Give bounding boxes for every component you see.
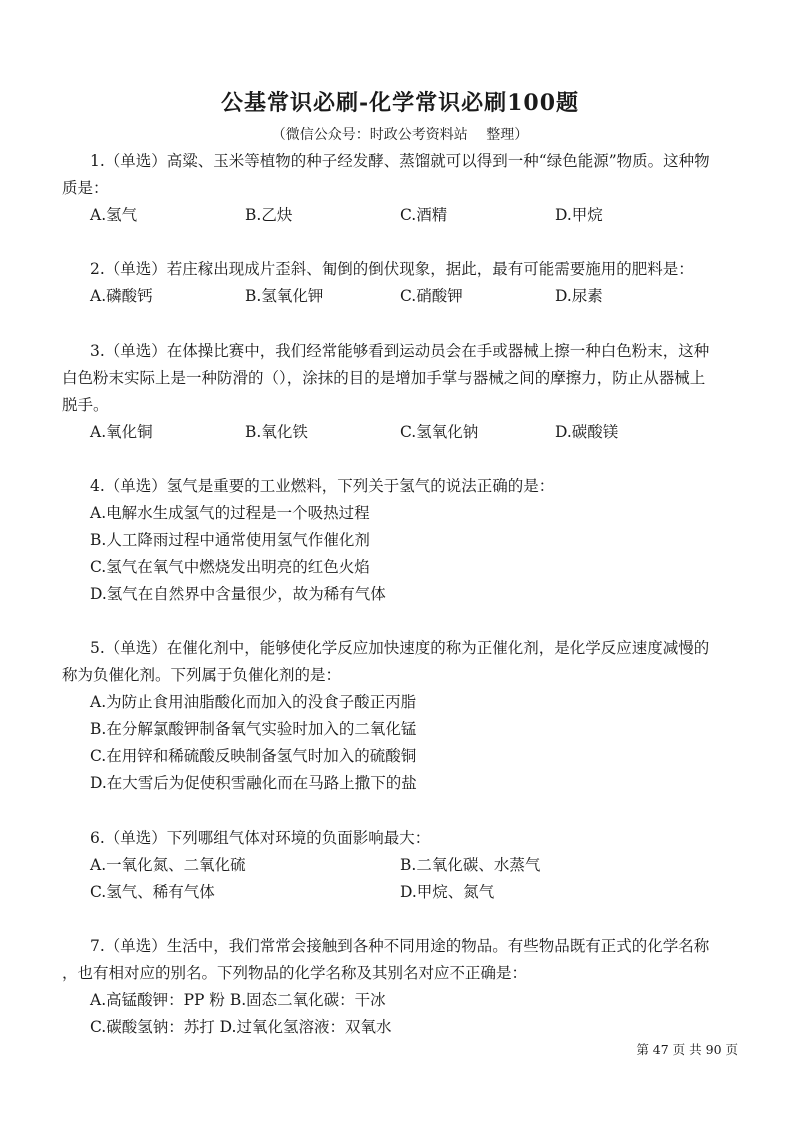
page-title: 公基常识必刷-化学常识必刷100题 <box>220 90 580 116</box>
question-6-options-row-1 <box>90 852 740 879</box>
question-2-options <box>90 283 740 310</box>
question-1 <box>62 148 740 229</box>
question-3-option-c: C.氢氧化钠 <box>400 423 479 441</box>
question-1-stem-line-2: 质是： <box>62 179 109 197</box>
question-7-options-line-1: A.高锰酸钾：PP 粉 B.固态二氧化碳：干冰 <box>90 991 386 1009</box>
question-6-option-b: B.二氧化碳、水蒸气 <box>400 856 541 874</box>
question-7 <box>62 933 740 1041</box>
question-6-options-row-2 <box>90 879 740 906</box>
question-5-stem-line-1: 5.（单选）在催化剂中，能够使化学反应加快速度的称为正催化剂，是化学反应速度减慢的 <box>90 639 710 657</box>
question-7-options-line-2: C.碳酸氢钠：苏打 D.过氧化氢溶液：双氧水 <box>90 1018 392 1036</box>
question-5-stem-line-2: 称为负催化剂。下列属于负催化剂的是： <box>62 666 342 684</box>
question-3-stem-line-2: 白色粉末实际上是一种防滑的（），涂抹的目的是增加手掌与器械之间的摩擦力，防止从器械上 <box>62 369 706 387</box>
question-5-option-c: C.在用锌和稀硫酸反映制备氢气时加入的硫酸铜 <box>90 747 417 765</box>
question-1-option-b: B.乙炔 <box>245 206 293 224</box>
question-5 <box>62 635 740 797</box>
question-1-option-d: D.甲烷 <box>555 206 603 224</box>
question-3-stem-line-3: 脱手。 <box>62 396 109 414</box>
question-2-option-b: B.氢氧化钾 <box>245 287 324 305</box>
question-1-stem-line-1: 1.（单选）高粱、玉米等植物的种子经发酵、蒸馏就可以得到一种“绿色能源”物质。这种物 <box>90 152 710 170</box>
question-1-option-c: C.酒精 <box>400 206 448 224</box>
question-5-option-b: B.在分解氯酸钾制备氧气实验时加入的二氧化锰 <box>90 720 417 738</box>
question-6-option-d: D.甲烷、氮气 <box>400 883 495 901</box>
question-4-option-d: D.氢气在自然界中含量很少，故为稀有气体 <box>90 585 386 603</box>
question-7-stem-line-2: ，也有相对应的别名。下列物品的化学名称及其别名对应不正确是： <box>62 964 528 982</box>
question-3-option-b: B.氧化铁 <box>245 423 308 441</box>
question-1-options <box>90 202 740 229</box>
question-2-option-d: D.尿素 <box>555 287 603 305</box>
question-3 <box>62 338 740 446</box>
question-4 <box>90 473 740 608</box>
question-6-option-a: A.一氧化氮、二氧化硫 <box>90 856 246 874</box>
question-2-option-a: A.磷酸钙 <box>90 287 153 305</box>
question-6 <box>90 825 740 906</box>
question-6-option-c: C.氢气、稀有气体 <box>90 883 215 901</box>
question-3-option-d: D.碳酸镁 <box>555 423 619 441</box>
question-6-stem-line-1: 6.（单选）下列哪组气体对环境的负面影响最大： <box>90 829 431 847</box>
question-4-stem-line-1: 4.（单选）氢气是重要的工业燃料，下列关于氢气的说法正确的是： <box>90 477 555 495</box>
question-4-option-c: C.氢气在氧气中燃烧发出明亮的红色火焰 <box>90 558 370 576</box>
question-4-option-a: A.电解水生成氢气的过程是一个吸热过程 <box>90 504 370 522</box>
page-number: 第 47 页 共 90 页 <box>636 1042 738 1057</box>
question-5-option-a: A.为防止食用油脂酸化而加入的没食子酸正丙脂 <box>90 693 417 711</box>
question-3-option-a: A.氧化铜 <box>90 423 153 441</box>
question-4-option-b: B.人工降雨过程中通常使用氢气作催化剂 <box>90 531 370 549</box>
question-3-options <box>90 419 740 446</box>
question-7-stem-line-1: 7.（单选）生活中，我们常常会接触到各种不同用途的物品。有些物品既有正式的化学名称 <box>90 937 710 955</box>
question-5-option-d: D.在大雪后为促使积雪融化而在马路上撒下的盐 <box>90 774 417 792</box>
question-3-stem-line-1: 3.（单选）在体操比赛中，我们经常能够看到运动员会在手或器械上擦一种白色粉末，这种 <box>90 342 710 360</box>
question-1-option-a: A.氢气 <box>90 206 138 224</box>
question-2-stem-line-1: 2.（单选）若庄稼出现成片歪斜、匍倒的倒伏现象，据此，最有可能需要施用的肥料是： <box>90 260 694 278</box>
question-2 <box>90 256 740 310</box>
page-subtitle: （微信公众号：时政公考资料站 整理） <box>271 127 529 143</box>
question-2-option-c: C.硝酸钾 <box>400 287 463 305</box>
